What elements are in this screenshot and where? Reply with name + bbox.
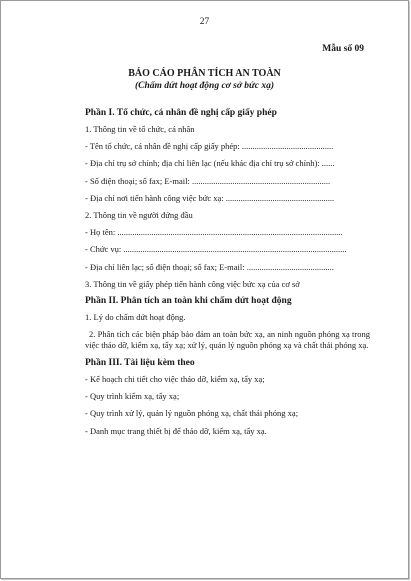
part3-line: - Kế hoạch chi tiết cho việc tháo dỡ, kiểm xạ, tẩy xạ;	[85, 374, 265, 385]
document-body	[85, 108, 370, 443]
part3-line: - Danh mục trang thiết bị để tháo dỡ, kiểm xạ, tẩy xạ.	[85, 425, 267, 436]
part3-heading: Phần III. Tài liệu kèm theo	[85, 358, 195, 369]
part1-line: 3. Thông tin về giấy phép tiến hành công việc bức xạ của cơ sở	[85, 278, 300, 289]
part1-line: 2. Thông tin về người đứng đầu	[85, 209, 193, 220]
part1-line: - Số điện thoại; số fax; E-mail: .................................................................	[85, 175, 331, 186]
part1-line: - Địa chỉ liên lạc; số điện thoại; số fax; E-mail: .........................................	[85, 261, 334, 272]
part1-line: - Họ tên: ..........................................................................................................	[85, 227, 343, 238]
part3-line: - Quy trình kiểm xạ, tẩy xạ;	[85, 391, 180, 402]
part1-line: 1. Thông tin về tổ chức, cá nhân	[85, 124, 195, 134]
part1-line: - Tên tổ chức, cá nhân đề nghị cấp giấy phép: ...........................................	[85, 141, 334, 152]
document-title: BÁO CÁO PHÂN TÍCH AN TOÀN	[128, 68, 281, 79]
part1-line: - Địa chỉ nơi tiến hành công việc bức xạ: ...................................................	[85, 192, 335, 203]
part3-line: - Quy trình xử lý, quản lý nguồn phóng xạ, chất thải phóng xạ;	[85, 408, 299, 419]
part2-paragraph: 2. Phân tích các biện pháp bảo đảm an toàn bức xạ, an ninh nguồn phóng xạ trong việc tháo dỡ, kiểm xạ, tẩy xạ; xử lý, quản lý nguồn phóng xạ và chất thải phóng xạ.	[85, 329, 370, 350]
document-subtitle: (Chấm dứt hoạt động cơ sở bức xạ)	[134, 81, 275, 91]
part1-line: - Chức vụ: .........................................................................................................	[85, 244, 347, 255]
form-code: Mẫu số 09	[322, 44, 364, 54]
part1-line: - Địa chỉ trụ sở chính; địa chỉ liên lạc (nếu khác địa chỉ trụ sở chính): ......	[85, 158, 335, 169]
part1-heading: Phần I. Tổ chức, cá nhân đề nghị cấp giấy phép	[85, 108, 277, 118]
page-number: 27	[199, 17, 210, 27]
part2-heading: Phần II. Phân tích an toàn khi chấm dứt hoạt động	[85, 295, 292, 306]
part2-line: 1. Lý do chấm dứt hoạt động.	[85, 311, 186, 322]
